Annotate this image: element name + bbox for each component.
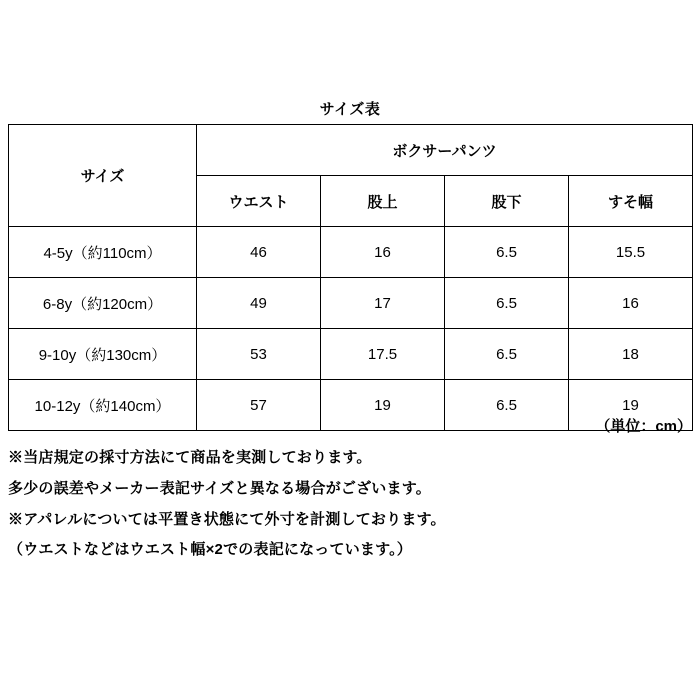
row-label: 10-12y（約140cm） [9,380,197,431]
cell-inseam: 6.5 [445,278,569,329]
cell-waist: 53 [197,329,321,380]
cell-rise: 16 [321,227,445,278]
row-label: 6-8y（約120cm） [9,278,197,329]
cell-rise: 17.5 [321,329,445,380]
header-inseam: 股下 [445,176,569,227]
cell-waist: 46 [197,227,321,278]
cell-waist: 49 [197,278,321,329]
cell-rise: 17 [321,278,445,329]
size-table [8,124,693,431]
cell-inseam: 6.5 [445,329,569,380]
header-waist: ウエスト [197,176,321,227]
table-header-row-group [9,125,693,176]
size-table-container [8,124,692,431]
cell-hem-width: 19 [569,380,693,431]
row-label: 9-10y（約130cm） [9,329,197,380]
page-title: サイズ表 [319,101,381,118]
row-label: 4-5y（約110cm） [9,227,197,278]
note-line: ※アパレルについては平置き状態にて外寸を計測しております。 [8,510,446,528]
measurement-notes [8,447,692,570]
header-product-group: ボクサーパンツ [197,125,693,176]
table-row [9,227,693,278]
note-line: ※当店規定の採寸方法にて商品を実測しております。 [8,449,372,466]
header-rise: 股上 [321,176,445,227]
cell-hem-width: 15.5 [569,227,693,278]
cell-rise: 19 [321,380,445,431]
note-line: （ウエストなどはウエスト幅×2での表記になっています。） [8,541,413,559]
note-line: 多少の誤差やメーカー表記サイズと異なる場合がございます。 [8,479,431,497]
table-row [9,329,693,380]
cell-hem-width: 16 [569,278,693,329]
cell-hem-width: 18 [569,329,693,380]
header-size: サイズ [9,125,197,227]
header-hem-width: すそ幅 [569,176,693,227]
unit-note: （単位：cm） [595,418,692,435]
cell-inseam: 6.5 [445,380,569,431]
table-row [9,278,693,329]
cell-inseam: 6.5 [445,227,569,278]
cell-waist: 57 [197,380,321,431]
